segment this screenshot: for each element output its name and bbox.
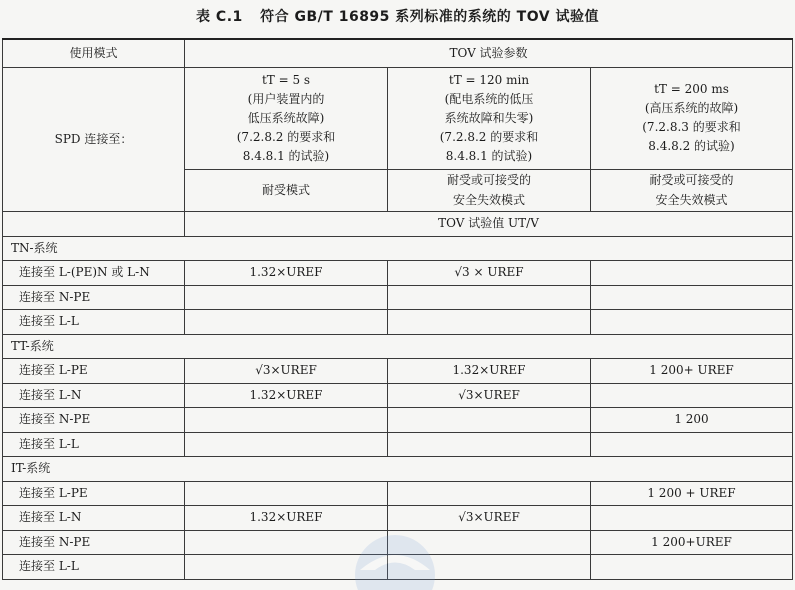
mode-200ms (591, 169, 793, 211)
value-cell: 1 200+UREF (591, 530, 793, 555)
value-cell (185, 285, 388, 310)
row-label: 连接至 L-L (3, 432, 185, 457)
condition-desc: 低压系统故障) (247, 110, 325, 125)
value-cell (591, 310, 793, 335)
table-row (3, 310, 793, 335)
table-row (3, 481, 793, 506)
value-cell (591, 555, 793, 580)
condition-time: tT = 200 ms (654, 82, 729, 96)
mode-text: 安全失效模式 (452, 193, 525, 207)
value-cell: 1 200+ UREF (591, 359, 793, 384)
value-cell (388, 481, 591, 506)
value-cell (185, 530, 388, 555)
value-cell (185, 310, 388, 335)
row-label: 连接至 L-PE (3, 359, 185, 384)
params-header: TOV 试验参数 (185, 39, 793, 67)
condition-desc: 8.4.8.2 的试验) (648, 139, 735, 153)
value-cell (185, 481, 388, 506)
table-row (3, 555, 793, 580)
blank-cell (3, 211, 185, 236)
table-caption (0, 6, 795, 26)
condition-desc: 8.4.8.1 的试验) (242, 148, 330, 163)
value-cell: √3 × UREF (388, 261, 591, 286)
value-cell (388, 432, 591, 457)
tov-table (2, 38, 793, 580)
condition-120min (388, 67, 591, 169)
value-cell: 1.32×UREF (388, 359, 591, 384)
value-cell: 1 200 (591, 408, 793, 433)
condition-desc: (配电系统的低压 (444, 91, 534, 106)
table-row (3, 261, 793, 286)
row-label: 连接至 L-L (3, 555, 185, 580)
value-cell: 1.32×UREF (185, 506, 388, 531)
value-cell: √3×UREF (185, 359, 388, 384)
mode-5s (185, 169, 388, 211)
value-cell (388, 530, 591, 555)
value-cell (591, 285, 793, 310)
condition-time: tT = 120 min (448, 72, 530, 87)
value-cell: √3×UREF (388, 506, 591, 531)
mode-text: 安全失效模式 (655, 193, 728, 207)
row-label: 连接至 N-PE (3, 285, 185, 310)
condition-200ms (591, 67, 793, 169)
condition-desc: 8.4.8.1 的试验) (445, 148, 533, 163)
value-cell (591, 383, 793, 408)
section-title: TN-系统 (3, 236, 793, 261)
value-cell (591, 506, 793, 531)
row-label: 连接至 L-PE (3, 481, 185, 506)
value-header (185, 211, 793, 236)
value-cell (388, 408, 591, 433)
table-row (3, 408, 793, 433)
section-title: IT-系统 (3, 457, 793, 482)
value-cell (185, 432, 388, 457)
table-row (3, 359, 793, 384)
value-cell (591, 432, 793, 457)
table-row (3, 432, 793, 457)
mode-text: 耐受模式 (261, 183, 310, 197)
table-row (3, 383, 793, 408)
condition-desc: (7.2.8.3 的要求和 (642, 120, 741, 134)
value-header-text: TOV 试验值 UT/V (438, 216, 539, 230)
row-label: 连接至 L-(PE)N 或 L-N (3, 261, 185, 286)
value-cell (591, 261, 793, 286)
value-cell: 1.32×UREF (185, 383, 388, 408)
value-cell (185, 408, 388, 433)
condition-desc: (7.2.8.2 的要求和 (439, 129, 539, 144)
table-title: 符合 GB/T 16895 系列标准的系统的 TOV 试验值 (260, 9, 599, 25)
table-row (3, 506, 793, 531)
row-label: 连接至 N-PE (3, 408, 185, 433)
condition-desc: (7.2.8.2 的要求和 (236, 129, 336, 144)
condition-time: tT = 5 s (261, 72, 311, 87)
condition-5s (185, 67, 388, 169)
section-title: TT-系统 (3, 334, 793, 359)
table-number: 表 C.1 (196, 9, 243, 25)
row-label: 连接至 N-PE (3, 530, 185, 555)
condition-desc: (高压系统的故障) (644, 101, 739, 115)
value-cell (388, 555, 591, 580)
row-label: 连接至 L-N (3, 383, 185, 408)
condition-desc: (用户装置内的 (247, 91, 325, 106)
mode-text: 耐受或可接受的 (446, 173, 531, 187)
value-cell: 1 200 + UREF (591, 481, 793, 506)
spd-header: SPD 连接至： (3, 67, 185, 211)
condition-desc: 系统故障和失零) (444, 110, 534, 125)
row-label: 连接至 L-L (3, 310, 185, 335)
row-label: 连接至 L-N (3, 506, 185, 531)
mode-text: 耐受或可接受的 (649, 173, 734, 187)
table-row (3, 530, 793, 555)
value-cell (388, 310, 591, 335)
value-cell: √3×UREF (388, 383, 591, 408)
table-row (3, 285, 793, 310)
value-cell (185, 555, 388, 580)
mode-120min (388, 169, 591, 211)
value-cell: 1.32×UREF (185, 261, 388, 286)
value-cell (388, 285, 591, 310)
mode-header: 使用模式 (3, 39, 185, 67)
